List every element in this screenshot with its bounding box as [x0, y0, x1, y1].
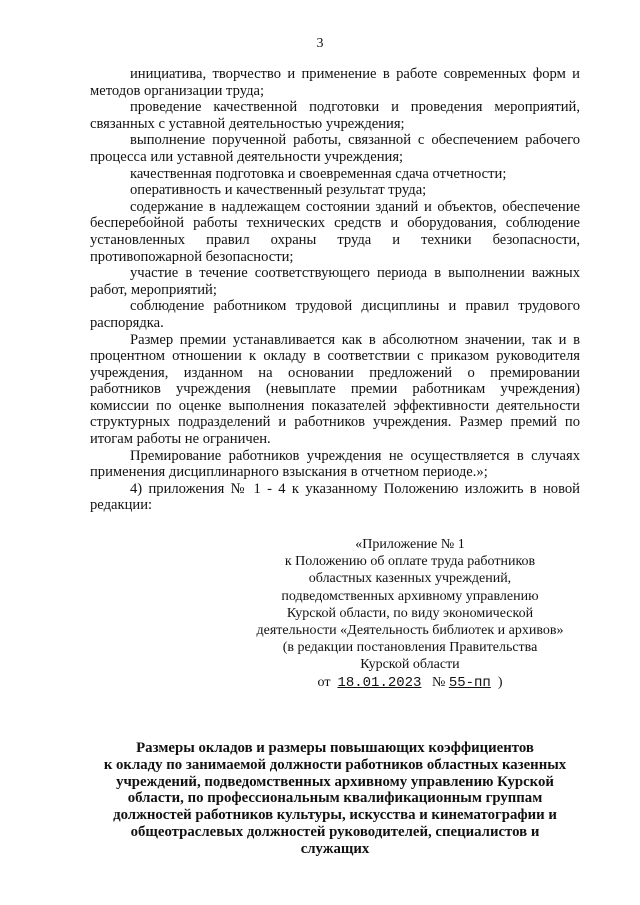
appendix-line: областных казенных учреждений, [308, 571, 512, 587]
paragraph: содержание в надлежащем состоянии зданий и объектов, обеспечение бесперебойной работы технических средств и оборудования, соблюдение установленных правил охраны труда и техники безопасности, противопожарной безопасности; [90, 198, 580, 265]
appendix-line: деятельности «Деятельность библиотек и архивов» [256, 623, 564, 639]
title-line: служащих [300, 840, 370, 857]
number-prefix: № [431, 674, 446, 690]
title-line: Размеры окладов и размеры повышающих коэффициентов [136, 740, 534, 756]
paragraph: оперативность и качественный результат труда; [130, 182, 427, 199]
appendix-line: «Приложение № 1 [355, 537, 465, 552]
title-line: учреждений, подведомственных архивному управлению Курской [116, 773, 554, 790]
paragraph: участие в течение соответствующего периода в выполнении важных работ, мероприятий; [90, 265, 580, 298]
paragraph: Размер премии устанавливается как в абсолютном значении, так и в процентном отношении к окладу в соответствии с приказом руководителя учреждения, изданном на основании предложений о премировании работников учреждения (невыплате премии работникам учреждения) комиссии по оценке выполнения показателей эффективности деятельности структурных подразделений и работников учреждения. Размер премий по итогам работы не ограничен. [90, 331, 580, 448]
decree-number: 55-пп [448, 674, 491, 691]
title-line: к окладу по занимаемой должности работников областных казенных [103, 756, 567, 773]
section-title [90, 740, 580, 858]
body-text [90, 66, 580, 514]
paragraph: инициатива, творчество и применение в работе современных форм и методов организации труда; [90, 66, 580, 99]
appendix-line: Курской области [360, 657, 460, 673]
decree-date: 18.01.2023 [337, 674, 422, 691]
title-line: должностей работников культуры, искусства и кинематографии и [113, 807, 557, 824]
paragraph: выполнение порученной работы, связанной с обеспечением рабочего процесса или уставной деятельности учреждения; [90, 132, 580, 165]
decree-reference [255, 674, 565, 692]
paragraph: качественная подготовка и своевременная сдача отчетности; [130, 165, 507, 182]
appendix-line: (в редакции постановления Правительства [282, 640, 538, 656]
paragraph: проведение качественной подготовки и проведения мероприятий, связанных с уставной деятельностью учреждения; [90, 99, 580, 132]
page-number: 3 [316, 36, 324, 51]
appendix-header [255, 536, 565, 692]
paragraph: соблюдение работником трудовой дисциплины и правил трудового распорядка. [90, 298, 580, 331]
closing-paren: ) [497, 674, 503, 690]
paragraph: 4) приложения № 1 - 4 к указанному Положению изложить в новой редакции: [90, 480, 580, 514]
title-line: области, по профессиональным квалификационным группам [127, 790, 543, 807]
date-prefix: от [317, 674, 331, 690]
title-line: общеотраслевых должностей руководителей, специалистов и [130, 823, 540, 840]
appendix-line: к Положению об оплате труда работников [284, 554, 536, 570]
appendix-line: подведомственных архивному управлению [281, 588, 539, 604]
appendix-line: Курской области, по виду экономической [286, 605, 534, 621]
paragraph: Премирование работников учреждения не осуществляется в случаях применения дисциплинарного взыскания в отчетном периоде.»; [90, 447, 580, 481]
